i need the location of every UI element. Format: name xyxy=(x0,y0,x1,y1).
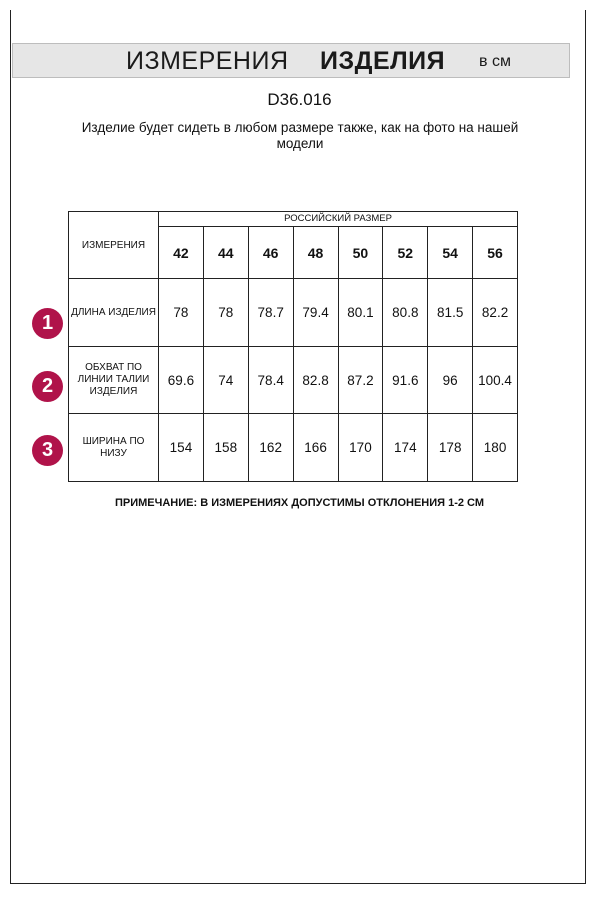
value-cell: 69.6 xyxy=(159,346,204,414)
row-label-waist: ОБХВАТ ПО ЛИНИИ ТАЛИИ ИЗДЕЛИЯ xyxy=(69,346,159,414)
value-cell: 100.4 xyxy=(473,346,518,414)
fit-description: Изделие будет сидеть в любом размере также, как на фото на нашей модели xyxy=(81,120,519,151)
size-chart-table xyxy=(68,211,518,482)
size-cell: 46 xyxy=(248,226,293,279)
value-cell: 174 xyxy=(383,414,428,482)
value-cell: 74 xyxy=(203,346,248,414)
value-cell: 80.1 xyxy=(338,279,383,347)
value-cell: 82.2 xyxy=(473,279,518,347)
value-cell: 82.8 xyxy=(293,346,338,414)
size-cell: 50 xyxy=(338,226,383,279)
size-cell: 48 xyxy=(293,226,338,279)
value-cell: 78 xyxy=(159,279,204,347)
value-cell: 166 xyxy=(293,414,338,482)
value-cell: 87.2 xyxy=(338,346,383,414)
title-bar xyxy=(12,43,570,78)
value-cell: 81.5 xyxy=(428,279,473,347)
value-cell: 180 xyxy=(473,414,518,482)
table-row-waist xyxy=(69,346,518,414)
size-cell: 42 xyxy=(159,226,204,279)
tolerance-note: ПРИМЕЧАНИЕ: В ИЗМЕРЕНИЯХ ДОПУСТИМЫ ОТКЛОНЕНИЯ 1-2 СМ xyxy=(114,497,485,509)
value-cell: 80.8 xyxy=(383,279,428,347)
row-label-hem-width: ШИРИНА ПО НИЗУ xyxy=(69,414,159,482)
value-cell: 78 xyxy=(203,279,248,347)
value-cell: 178 xyxy=(428,414,473,482)
value-cell: 78.7 xyxy=(248,279,293,347)
row-number-badge-2: 2 xyxy=(32,371,63,402)
size-cell: 52 xyxy=(383,226,428,279)
value-cell: 170 xyxy=(338,414,383,482)
table-row-length xyxy=(69,279,518,347)
title-product: ИЗДЕЛИЯ xyxy=(320,47,446,75)
table-row-hem-width xyxy=(69,414,518,482)
measurements-header: ИЗМЕРЕНИЯ xyxy=(69,212,159,279)
value-cell: 78.4 xyxy=(248,346,293,414)
russian-size-header: РОССИЙСКИЙ РАЗМЕР xyxy=(159,212,518,227)
row-label-length: ДЛИНА ИЗДЕЛИЯ xyxy=(69,279,159,347)
value-cell: 96 xyxy=(428,346,473,414)
row-number-badge-3: 3 xyxy=(32,435,63,466)
row-number-badge-1: 1 xyxy=(32,308,63,339)
value-cell: 79.4 xyxy=(293,279,338,347)
value-cell: 91.6 xyxy=(383,346,428,414)
size-header-row xyxy=(69,212,518,227)
article-code: D36.016 xyxy=(267,90,332,109)
value-cell: 154 xyxy=(159,414,204,482)
title-unit: в см xyxy=(479,53,511,70)
title-measurements: ИЗМЕРЕНИЯ xyxy=(126,47,289,75)
size-cell: 56 xyxy=(473,226,518,279)
size-cell: 54 xyxy=(428,226,473,279)
value-cell: 158 xyxy=(203,414,248,482)
value-cell: 162 xyxy=(248,414,293,482)
size-cell: 44 xyxy=(203,226,248,279)
